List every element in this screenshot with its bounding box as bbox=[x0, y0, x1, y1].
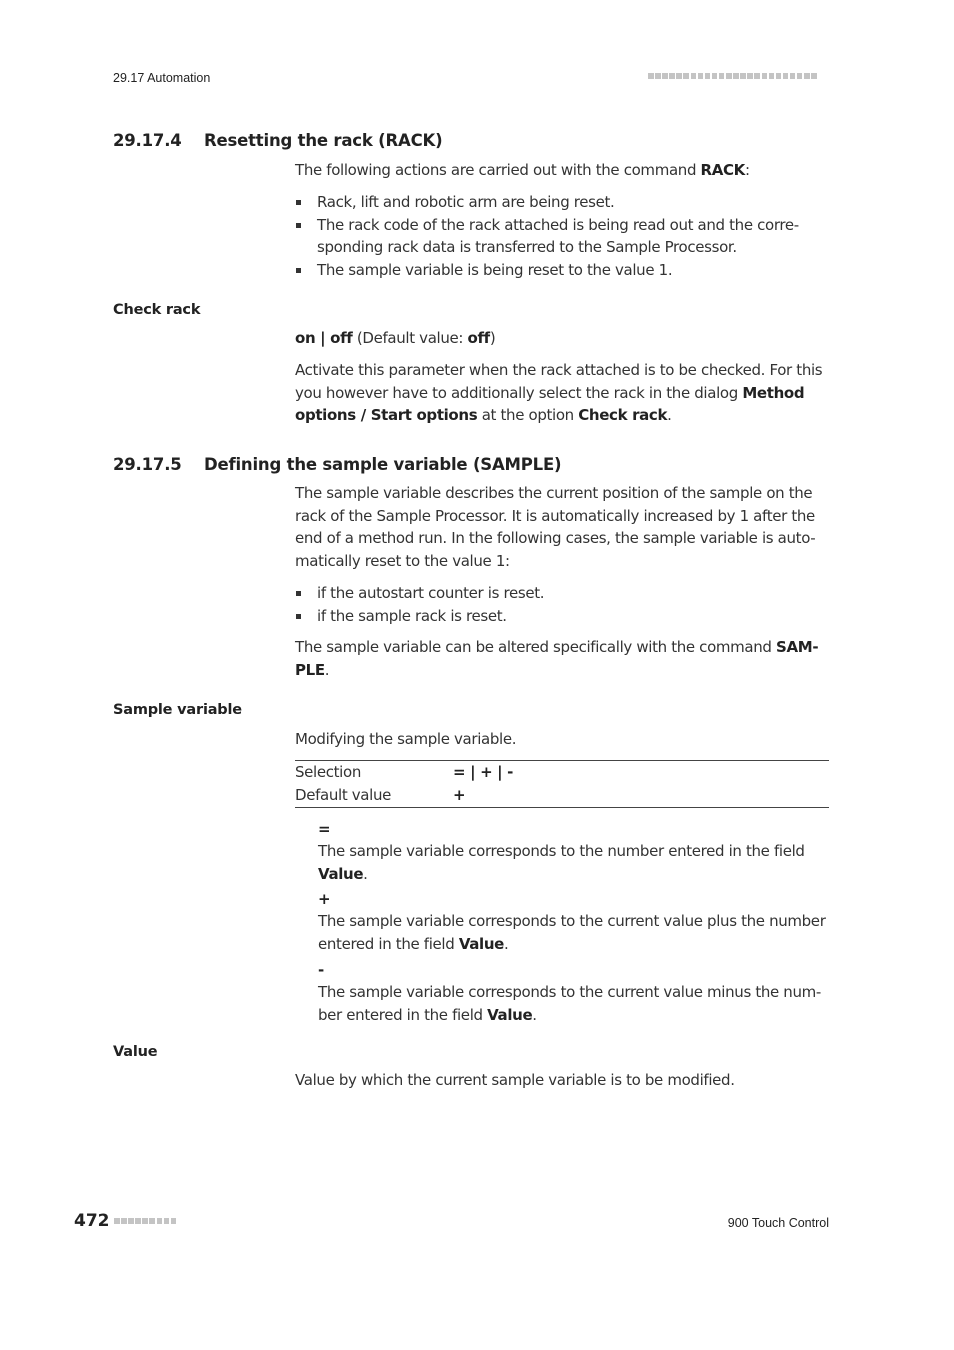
param-label-sample-variable: Sample variable bbox=[113, 702, 242, 718]
sample-intro: The sample variable describes the current position of the sample on the rack of the Sample Processor. It is automatically increased by 1 after the end of a method run. In the following cases, the sample variable is auto-matically reset to the value 1: bbox=[295, 484, 816, 571]
list-item: The rack code of the rack attached is being read out and the corre-sponding rack data is transferred to the Sample Processor. bbox=[295, 214, 815, 259]
list-item: if the autostart counter is reset. bbox=[295, 582, 815, 605]
sample-variable-table bbox=[295, 760, 829, 808]
option-symbol: + bbox=[318, 890, 331, 909]
option-equals bbox=[318, 818, 828, 885]
sample-variable-description: Modifying the sample variable. bbox=[295, 730, 517, 748]
option-plus bbox=[318, 888, 828, 955]
check-rack-values: on | off (Default value: off) bbox=[295, 329, 496, 347]
product-name: 900 Touch Control bbox=[727, 1216, 829, 1230]
rack-intro: The following actions are carried out with the command RACK: bbox=[295, 161, 750, 179]
section-heading-sample: 29.17.5 Defining the sample variable (SAMPLE) bbox=[113, 455, 562, 474]
sample-reset-list bbox=[295, 582, 815, 627]
page-number: 472 bbox=[74, 1211, 110, 1231]
option-minus bbox=[318, 959, 828, 1026]
option-symbol: - bbox=[318, 960, 325, 979]
list-item: Rack, lift and robotic arm are being reset. bbox=[295, 191, 815, 214]
value-description: Value by which the current sample variable is to be modified. bbox=[295, 1071, 735, 1089]
option-symbol: = bbox=[318, 820, 331, 838]
table-row bbox=[295, 784, 829, 807]
table-value: = | + | - bbox=[453, 763, 514, 781]
option-description: The sample variable corresponds to the number entered in the field Value. bbox=[318, 842, 805, 883]
option-description: The sample variable corresponds to the current value plus the number entered in the field Value. bbox=[318, 912, 826, 954]
section-heading-rack: 29.17.4 Resetting the rack (RACK) bbox=[113, 131, 443, 150]
header-decor-squares bbox=[648, 73, 817, 79]
sample-alter-text: The sample variable can be altered specifically with the command SAM-PLE. bbox=[295, 638, 819, 679]
table-key: Default value bbox=[295, 786, 391, 804]
running-header-section: 29.17 Automation bbox=[113, 71, 211, 85]
sample-variable-options bbox=[318, 818, 828, 1026]
param-label-check-rack: Check rack bbox=[113, 302, 201, 318]
footer-decor-squares bbox=[114, 1218, 176, 1224]
table-row bbox=[295, 761, 829, 784]
rack-actions-list bbox=[295, 191, 815, 282]
param-label-value: Value bbox=[113, 1044, 158, 1060]
table-key: Selection bbox=[295, 763, 361, 781]
table-value: + bbox=[453, 786, 466, 804]
option-description: The sample variable corresponds to the current value minus the num-ber entered in the field Value. bbox=[318, 982, 821, 1024]
check-rack-description: Activate this parameter when the rack attached is to be checked. For this you however have to additionally select the rack in the dialog Method options / Start options at the option Check rack. bbox=[295, 361, 823, 425]
list-item: if the sample rack is reset. bbox=[295, 605, 815, 628]
list-item: The sample variable is being reset to the value 1. bbox=[295, 259, 815, 282]
